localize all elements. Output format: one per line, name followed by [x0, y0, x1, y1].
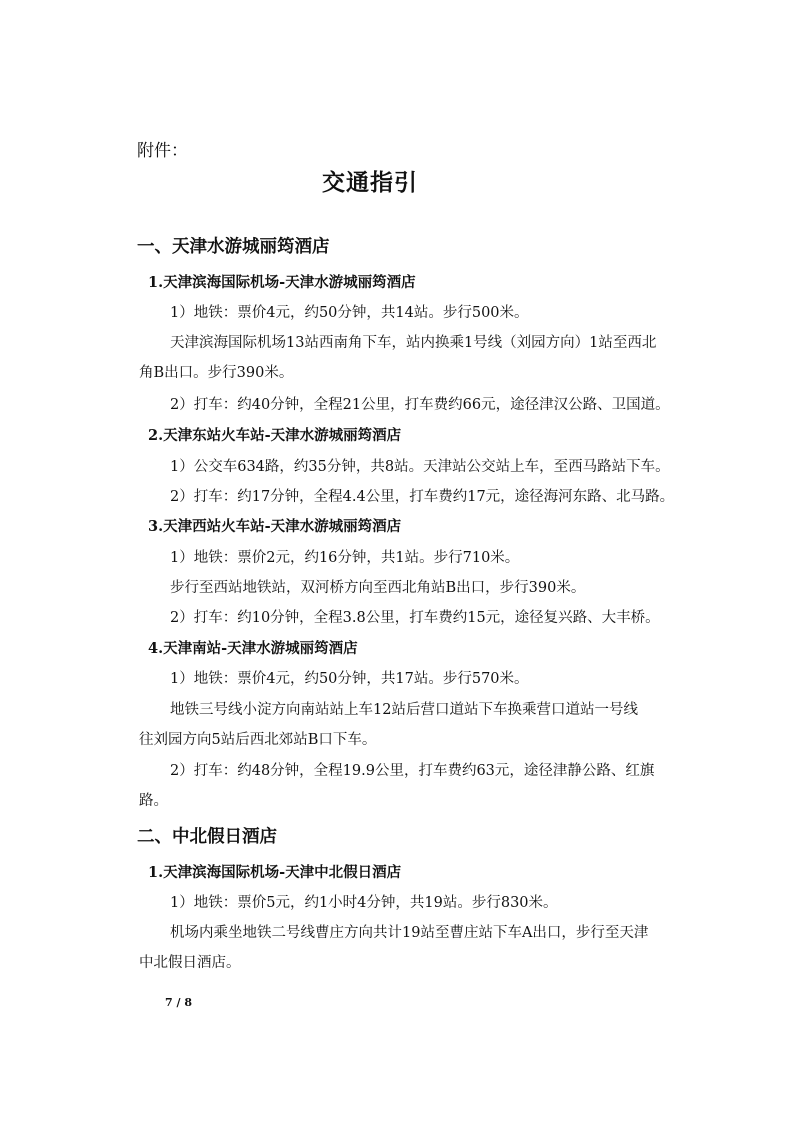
route-heading: 1.天津滨海国际机场-天津中北假日酒店	[148, 864, 402, 881]
route-line: 1）地铁：票价4元，约50分钟，共17站。步行570米。	[170, 671, 529, 687]
route-line: 天津滨海国际机场13站西南角下车，站内换乘1号线（刘园方向）1站至西北	[170, 335, 657, 351]
section-heading: 一、天津水游城丽筠酒店	[137, 237, 330, 257]
route-line: 2）打车：约40分钟，全程21公里，打车费约66元，途径津汉公路、卫国道。	[170, 397, 670, 413]
route-line: 2）打车：约48分钟，全程19.9公里，打车费约63元，途径津静公路、红旗	[170, 763, 655, 779]
route-line: 1）地铁：票价2元，约16分钟，共1站。步行710米。	[170, 550, 520, 566]
page-title: 交通指引	[322, 170, 418, 196]
page-number: 7 / 8	[165, 996, 192, 1009]
route-line: 2）打车：约17分钟，全程4.4公里，打车费约17元，途径海河东路、北马路。	[170, 489, 675, 505]
section-heading: 二、中北假日酒店	[137, 827, 277, 847]
route-heading: 4.天津南站-天津水游城丽筠酒店	[148, 640, 358, 657]
route-line: 角B出口。步行390米。	[139, 365, 294, 381]
route-line: 步行至西站地铁站，双河桥方向至西北角站B出口，步行390米。	[170, 580, 586, 596]
route-line: 1）公交车634路，约35分钟，共8站。天津站公交站上车，至西马路站下车。	[170, 459, 670, 475]
route-line: 1）地铁：票价4元，约50分钟，共14站。步行500米。	[170, 305, 529, 321]
route-line: 2）打车：约10分钟，全程3.8公里，打车费约15元，途径复兴路、大丰桥。	[170, 610, 660, 626]
attachment-label: 附件：	[137, 141, 188, 161]
route-line: 往刘园方向5站后西北郊站B口下车。	[139, 732, 377, 748]
route-line: 地铁三号线小淀方向南站站上车12站后营口道站下车换乘营口道站一号线	[170, 702, 638, 718]
route-heading: 3.天津西站火车站-天津水游城丽筠酒店	[148, 518, 402, 535]
route-line: 路。	[139, 793, 168, 809]
route-heading: 1.天津滨海国际机场-天津水游城丽筠酒店	[148, 274, 416, 291]
route-line: 机场内乘坐地铁二号线曹庄方向共计19站至曹庄站下车A出口，步行至天津	[170, 925, 649, 941]
route-heading: 2.天津东站火车站-天津水游城丽筠酒店	[148, 427, 402, 444]
route-line: 中北假日酒店。	[139, 955, 241, 971]
route-line: 1）地铁：票价5元，约1小时4分钟，共19站。步行830米。	[170, 895, 558, 911]
